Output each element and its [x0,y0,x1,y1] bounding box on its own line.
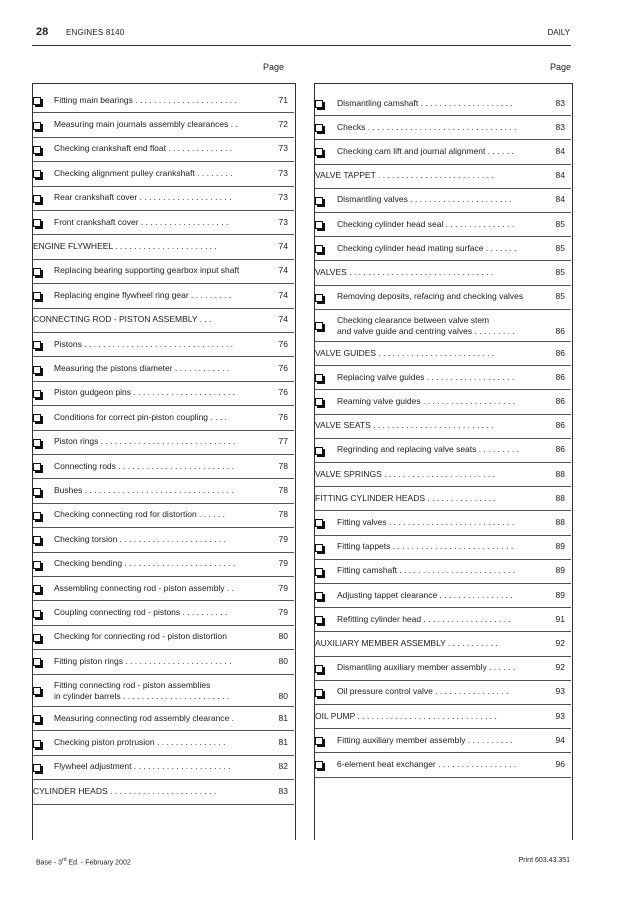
toc-entry-title: Checking crankshaft end float . . . . . . . . . . . . . . [54,143,233,154]
toc-page-number: 86 [555,371,565,382]
checkbox-icon [315,124,323,132]
toc-entry-title: Checking cylinder head seal . . . . . . . . . . . . . . . [337,218,515,229]
toc-entry-title: Measuring the pistons diameter . . . . . . . . . . . . [54,363,230,374]
toc-entry-title: Assembling connecting rod - piston assembly . . [54,582,235,593]
toc-entry [33,186,294,210]
checkbox-icon [315,374,323,382]
toc-page-number: 86 [555,444,565,455]
checkbox-icon [33,414,41,422]
checkbox-icon [33,658,41,666]
toc-section-title: ENGINE FLYWHEEL . . . . . . . . . . . . . . . . . . . . . . [33,241,217,252]
toc-entry [315,389,571,413]
toc-page-number: 78 [278,485,288,496]
toc-page-number: 92 [555,662,565,673]
checkbox-icon [315,544,323,552]
toc-entry [33,649,294,673]
toc-entry [315,115,571,139]
toc-page-number: 93 [555,710,565,721]
toc-page-number: 83 [555,97,565,108]
toc-entry-title: Removing deposits, refacing and checking valves [337,291,524,302]
checkbox-icon [315,100,323,108]
toc-entry-title: Checking alignment pulley crankshaft . . . . . . . . [54,167,233,178]
toc-entry-title: Fitting piston rings . . . . . . . . . . . . . . . . . . . . . . . [54,655,232,666]
checkbox-icon [33,268,41,276]
checkbox-icon [33,512,41,520]
toc-entry-title-line2: and valve guide and centring valves . . . . . . . . . [337,325,515,336]
checkbox-icon [33,219,41,227]
toc-page-number: 80 [278,690,288,701]
toc-entry-title: Replacing bearing supporting gearbox input shaft [54,265,240,276]
checkbox-icon [33,170,41,178]
toc-page-number: 73 [278,192,288,203]
toc-entry [315,607,571,631]
model-label: DAILY [547,28,570,37]
toc-entry [33,210,294,234]
toc-page-number: 84 [555,145,565,156]
toc-entry-title: Flywheel adjustment . . . . . . . . . . . . . . . . . . . . . [54,761,231,772]
toc-entry [315,631,571,655]
toc-page-number: 79 [278,558,288,569]
toc-entry [33,259,294,283]
toc-page-number: 78 [278,460,288,471]
toc-page-number: 85 [555,242,565,253]
toc-entry [315,260,571,284]
checkbox-icon [33,195,41,203]
toc-section-title: CONNECTING ROD - PISTON ASSEMBLY . . . [33,314,212,325]
toc-entry-title: Bushes . . . . . . . . . . . . . . . . . . . . . . . . . . . . . . . . [54,485,234,496]
checkbox-icon [33,341,41,349]
toc-entry [33,283,294,307]
toc-page-number: 82 [278,761,288,772]
toc-page-number: 85 [555,291,565,302]
checkbox-icon [33,634,41,642]
toc-page-number: 74 [278,265,288,276]
toc-page-number: 88 [555,492,565,503]
toc-page-number: 79 [278,533,288,544]
toc-entry [33,779,294,803]
toc-page-number: 91 [555,613,565,624]
toc-entry [315,752,571,776]
checkbox-icon [33,463,41,471]
toc-entry-title-line2: in cylinder barrels . . . . . . . . . . . . . . . . . . . . . . . [54,690,230,701]
toc-entry [33,308,294,332]
toc-entry [33,706,294,730]
toc-page-number: 81 [278,737,288,748]
toc-entry [315,236,571,260]
toc-entry-title: Conditions for correct pin-piston coupling . . . . [54,411,227,422]
checkbox-icon [315,519,323,527]
checkbox-icon [33,687,41,695]
toc-entry [315,365,571,389]
toc-page-number: 83 [555,121,565,132]
toc-page-number: 76 [278,338,288,349]
toc-entry [33,625,294,649]
toc-entry-title: Piston gudgeon pins . . . . . . . . . . . . . . . . . . . . . . [54,387,235,398]
print-footer: Print 603.43.351 [518,857,570,864]
checkbox-icon [315,737,323,745]
toc-entry-title: Reaming valve guides . . . . . . . . . . . . . . . . . . . . [337,395,516,406]
toc-entry [315,680,571,704]
page-column-label-right: Page [550,62,572,72]
page-column-label-left: Page [263,62,285,72]
toc-entry [33,381,294,405]
checkbox-icon [315,689,323,697]
toc-page-number: 81 [278,712,288,723]
toc-entry-title: Fitting tappets . . . . . . . . . . . . . . . . . . . . . . . . . . [337,541,514,552]
toc-entry-title: Oil pressure control valve . . . . . . . . . . . . . . . . [337,686,509,697]
toc-section-title: VALVE SPRINGS . . . . . . . . . . . . . . . . . . . . . . . . [315,468,496,479]
toc-entry [315,91,571,115]
toc-entry-title: Replacing valve guides . . . . . . . . . . . . . . . . . . . [337,371,515,382]
toc-page-number: 83 [278,785,288,796]
toc-entry [33,454,294,478]
toc-entry [315,656,571,680]
toc-entry-title: Fitting camshaft . . . . . . . . . . . . . . . . . . . . . . . . . [337,565,516,576]
toc-entry [315,285,571,309]
toc-entry-title: Adjusting tappet clearance . . . . . . . . . . . . . . . . [337,589,513,600]
checkbox-icon [315,322,323,330]
toc-entry-title: Fitting connecting rod - piston assemblies [54,679,211,690]
toc-entry-title: Measuring connecting rod assembly clearance . [54,712,235,723]
toc-entry [33,478,294,502]
toc-entry [33,430,294,454]
toc-page-number: 85 [555,218,565,229]
toc-entry [33,137,294,161]
toc-page-number: 79 [278,607,288,618]
toc-entry-title: Coupling connecting rod - pistons . . . . . . . . . . [54,607,228,618]
checkbox-icon [315,447,323,455]
toc-entry-title: Pistons . . . . . . . . . . . . . . . . . . . . . . . . . . . . . . . . [54,338,234,349]
toc-section-title: AUXILIARY MEMBER ASSEMBLY . . . . . . . . . . . [315,637,498,648]
toc-entry [315,510,571,534]
toc-section-title: VALVE GUIDES . . . . . . . . . . . . . . . . . . . . . . . . . [315,347,495,358]
row-separator [315,777,571,778]
toc-page-number: 86 [555,325,565,336]
toc-page-number: 84 [555,194,565,205]
toc-page-number: 74 [278,241,288,252]
toc-entry-title: Refitting cylinder head . . . . . . . . . . . . . . . . . . . [337,613,511,624]
toc-section-title: CYLINDER HEADS . . . . . . . . . . . . . . . . . . . . . . . [33,785,217,796]
checkbox-icon [33,390,41,398]
toc-entry [33,88,294,112]
checkbox-icon [33,536,41,544]
checkbox-icon [33,764,41,772]
checkbox-icon [315,148,323,156]
row-separator [33,804,294,805]
checkbox-icon [315,221,323,229]
checkbox-icon [33,292,41,300]
toc-entry-title: Piston rings . . . . . . . . . . . . . . . . . . . . . . . . . . . . . [54,436,236,447]
left-top-rule [32,83,295,84]
toc-entry-title: Connecting rods . . . . . . . . . . . . . . . . . . . . . . . . . [54,460,234,471]
checkbox-icon [33,146,41,154]
toc-entry [315,188,571,212]
edition-footer: Base - 3rd Ed. - February 2002 [36,857,131,867]
toc-entry [315,164,571,188]
toc-page-number: 89 [555,541,565,552]
toc-entry [315,139,571,163]
checkbox-icon [33,439,41,447]
checkbox-icon [33,488,41,496]
toc-entry [33,576,294,600]
checkbox-icon [315,245,323,253]
toc-page-number: 89 [555,589,565,600]
toc-entry-title: Checking torsion . . . . . . . . . . . . . . . . . . . . . . . [54,533,226,544]
checkbox-icon [33,122,41,130]
checkbox-icon [33,715,41,723]
toc-entry [33,527,294,551]
checkbox-icon [33,740,41,748]
toc-entry-title: Checking cylinder head mating surface . . . . . . . [337,242,517,253]
checkbox-icon [33,366,41,374]
checkbox-icon [33,561,41,569]
toc-entry-title: Dismantling camshaft . . . . . . . . . . . . . . . . . . . . [337,97,513,108]
toc-page-number: 88 [555,468,565,479]
checkbox-icon [315,616,323,624]
toc-entry-title: 6-element heat exchanger . . . . . . . . . . . . . . . . . [337,758,517,769]
toc-page-number: 80 [278,631,288,642]
toc-page-number: 73 [278,216,288,227]
toc-page-number: 79 [278,582,288,593]
checkbox-icon [33,97,41,105]
toc-page-number: 71 [278,94,288,105]
toc-entry [33,755,294,779]
toc-page-number: 73 [278,143,288,154]
checkbox-icon [33,585,41,593]
toc-entry-title: Fitting main bearings . . . . . . . . . . . . . . . . . . . . . . [54,94,237,105]
toc-entry [315,309,571,341]
toc-entry [315,583,571,607]
toc-page-number: 72 [278,119,288,130]
right-top-rule [314,83,572,84]
toc-page-number: 76 [278,363,288,374]
checkbox-icon [315,197,323,205]
toc-entry [315,535,571,559]
toc-entry-title: Rear crankshaft cover . . . . . . . . . . . . . . . . . . . . [54,192,232,203]
toc-entry [33,503,294,527]
toc-section-title: VALVES . . . . . . . . . . . . . . . . . . . . . . . . . . . . . . . [315,266,494,277]
toc-entry-title: Checking connecting rod for distortion . . . . . . [54,509,226,520]
toc-entry-title: Dismantling valves . . . . . . . . . . . . . . . . . . . . . . [337,194,512,205]
toc-entry [315,728,571,752]
toc-entry [33,161,294,185]
toc-entry [33,600,294,624]
toc-page-number: 76 [278,411,288,422]
toc-page-number: 96 [555,758,565,769]
checkbox-icon [315,761,323,769]
checkbox-icon [315,568,323,576]
checkbox-icon [315,398,323,406]
toc-entry [315,462,571,486]
toc-section-title: FITTING CYLINDER HEADS . . . . . . . . . . . . . . . [315,492,496,503]
toc-entry-title: Fitting valves . . . . . . . . . . . . . . . . . . . . . . . . . . . [337,516,515,527]
toc-page-number: 74 [278,314,288,325]
toc-entry-title: Front crankshaft cover . . . . . . . . . . . . . . . . . . . [54,216,229,227]
toc-entry [33,356,294,380]
header-rule [32,45,571,46]
toc-page-number: 88 [555,516,565,527]
toc-entry-title: Checking for connecting rod - piston distortion [54,631,227,642]
toc-page-number: 77 [278,436,288,447]
toc-entry [315,438,571,462]
toc-entry [33,552,294,576]
toc-section-title: VALVE SEATS . . . . . . . . . . . . . . . . . . . . . . . . . . [315,420,494,431]
toc-section-title: OIL PUMP . . . . . . . . . . . . . . . . . . . . . . . . . . . . . . [315,710,497,721]
toc-page-number: 73 [278,167,288,178]
toc-entry [33,730,294,754]
toc-entry-title: Checking cam lift and journal alignment . . . . . . [337,145,514,156]
toc-page-number: 94 [555,734,565,745]
toc-entry [33,674,294,706]
toc-page-number: 84 [555,170,565,181]
toc-entry-title: Replacing engine flywheel ring gear . . . . . . . . . [54,289,232,300]
toc-entry [315,486,571,510]
toc-entry-title: Regrinding and replacing valve seats . . . . . . . . . [337,444,519,455]
toc-page-number: 92 [555,637,565,648]
toc-page-number: 85 [555,266,565,277]
toc-page-number: 86 [555,347,565,358]
toc-entry [315,559,571,583]
toc-entry [33,405,294,429]
toc-page-number: 74 [278,289,288,300]
page-number: 28 [36,26,49,38]
checkbox-icon [315,294,323,302]
toc-page-number: 80 [278,655,288,666]
toc-entry-title: Checks . . . . . . . . . . . . . . . . . . . . . . . . . . . . . . . . [337,121,517,132]
checkbox-icon [315,665,323,673]
toc-entry [315,341,571,365]
toc-entry [33,112,294,136]
toc-page-number: 86 [555,395,565,406]
toc-entry-title: Dismantling auxiliary member assembly . . . . . . [337,662,516,673]
toc-page-number: 93 [555,686,565,697]
toc-entry [315,704,571,728]
toc-page-number: 86 [555,420,565,431]
toc-entry [315,212,571,236]
toc-entry-title: Checking piston protrusion . . . . . . . . . . . . . . . [54,737,226,748]
toc-page-number: 78 [278,509,288,520]
toc-page-number: 76 [278,387,288,398]
toc-entry-title: Checking clearance between valve stem [337,314,490,325]
section-title: ENGINES 8140 [66,28,125,37]
toc-entry [33,332,294,356]
toc-entry-title: Measuring main journals assembly clearances . . [54,119,238,130]
toc-entry-title: Checking bending . . . . . . . . . . . . . . . . . . . . . . . . [54,558,236,569]
toc-entry [315,414,571,438]
checkbox-icon [315,592,323,600]
toc-page-number: 89 [555,565,565,576]
toc-section-title: VALVE TAPPET . . . . . . . . . . . . . . . . . . . . . . . . . [315,170,494,181]
checkbox-icon [33,610,41,618]
toc-entry-title: Fitting auxiliary member assembly . . . . . . . . . . [337,734,513,745]
toc-entry [33,234,294,258]
